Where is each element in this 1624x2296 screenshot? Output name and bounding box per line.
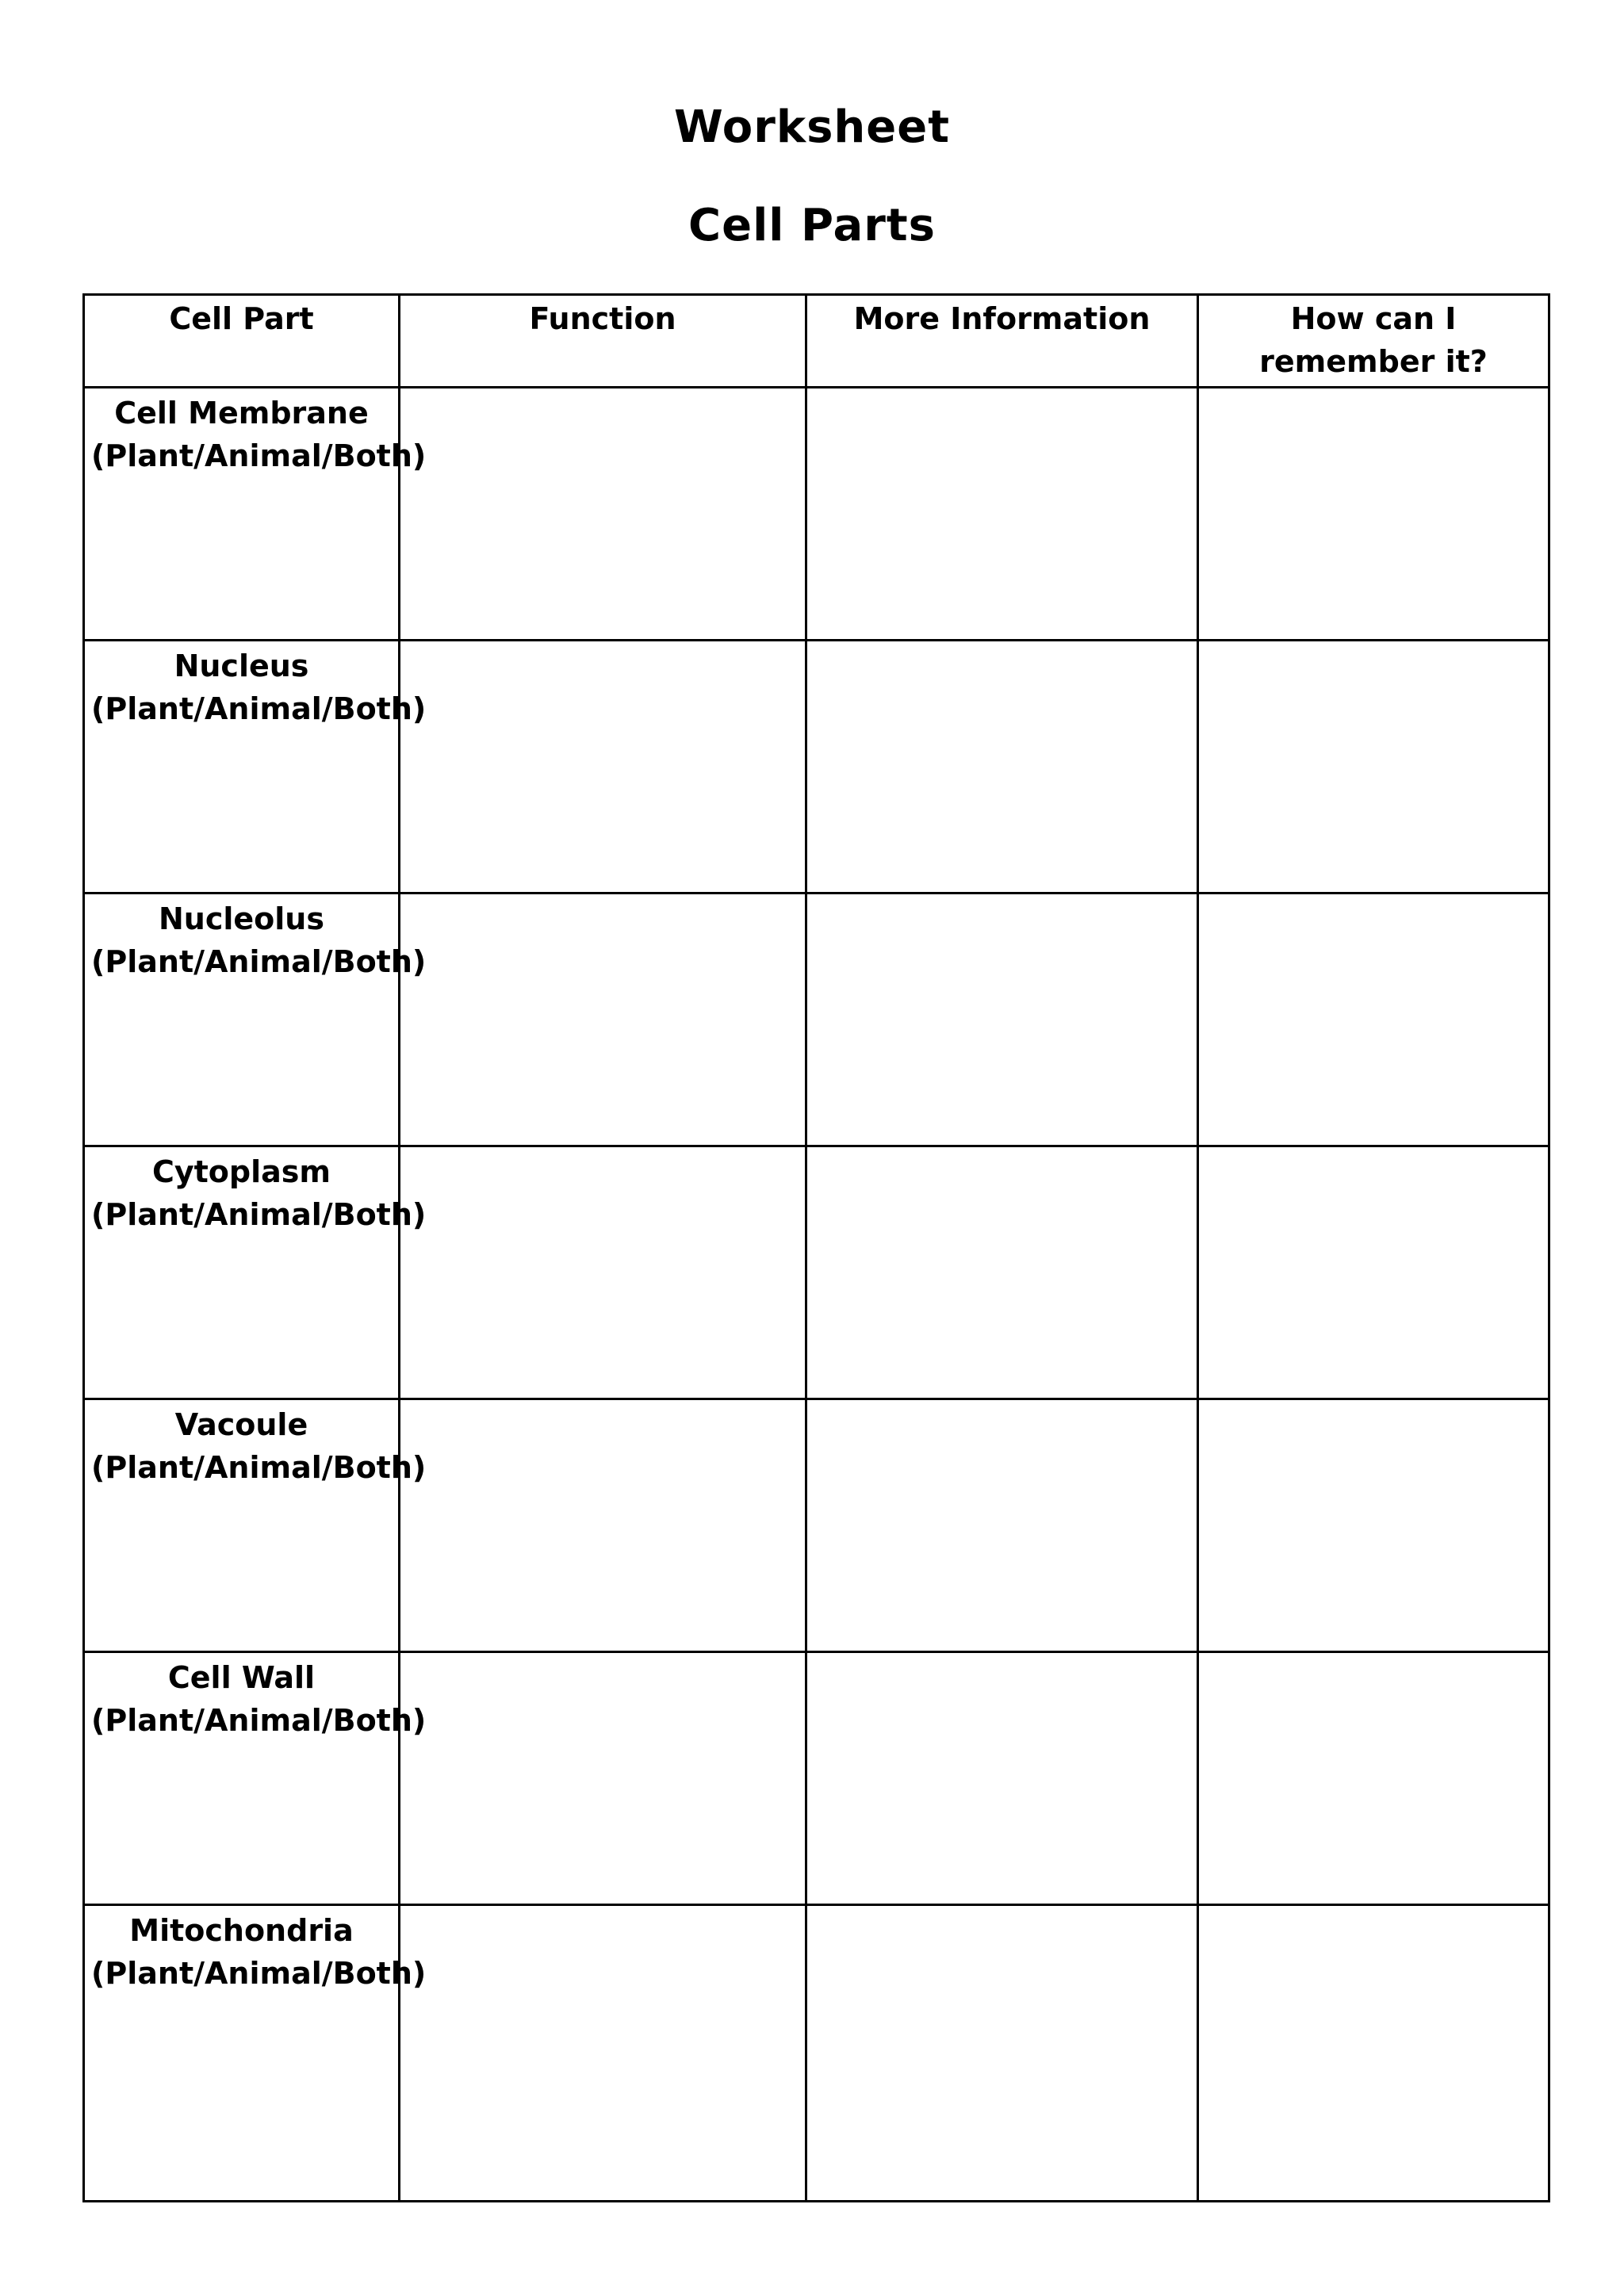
table-header-row bbox=[84, 295, 1549, 388]
table-row bbox=[84, 1146, 1549, 1399]
header-cell-part: Cell Part bbox=[84, 295, 400, 388]
more-information-answer-cell[interactable] bbox=[806, 1905, 1198, 2202]
cell-part-label bbox=[84, 1146, 427, 1399]
remember-answer-cell[interactable] bbox=[1198, 1652, 1549, 1905]
cell-part-name: Cell Wall bbox=[167, 1660, 316, 1695]
remember-answer-cell[interactable] bbox=[1198, 1146, 1549, 1399]
header-how-remember: How can I remember it? bbox=[1198, 295, 1549, 388]
cell-part-name: Nucleolus bbox=[159, 901, 324, 936]
cell-part-name: Vacoule bbox=[174, 1407, 308, 1442]
header-more-information: More Information bbox=[806, 295, 1198, 388]
cell-part-label bbox=[84, 1399, 427, 1652]
cell-parts-table bbox=[82, 293, 1550, 2202]
table-row bbox=[84, 1905, 1549, 2202]
remember-answer-cell[interactable] bbox=[1198, 894, 1549, 1146]
cell-part-label bbox=[84, 1652, 427, 1905]
worksheet-title: Worksheet bbox=[673, 101, 951, 153]
remember-answer-cell[interactable] bbox=[1198, 641, 1549, 894]
function-answer-cell[interactable] bbox=[400, 1146, 806, 1399]
cell-part-type: (Plant/Animal/Both) bbox=[91, 438, 427, 473]
function-answer-cell[interactable] bbox=[400, 894, 806, 1146]
cell-part-type: (Plant/Animal/Both) bbox=[91, 1956, 427, 1991]
cell-part-label bbox=[84, 1905, 427, 2202]
cell-part-name: Nucleus bbox=[174, 649, 309, 683]
cell-part-name: Mitochondria bbox=[129, 1913, 354, 1948]
function-answer-cell[interactable] bbox=[400, 641, 806, 894]
table-row bbox=[84, 641, 1549, 894]
more-information-answer-cell[interactable] bbox=[806, 1652, 1198, 1905]
more-information-answer-cell[interactable] bbox=[806, 1399, 1198, 1652]
more-information-answer-cell[interactable] bbox=[806, 894, 1198, 1146]
cell-part-type: (Plant/Animal/Both) bbox=[91, 1197, 427, 1232]
remember-answer-cell[interactable] bbox=[1198, 388, 1549, 641]
function-answer-cell[interactable] bbox=[400, 1652, 806, 1905]
table-row bbox=[84, 388, 1549, 641]
remember-answer-cell[interactable] bbox=[1198, 1399, 1549, 1652]
cell-part-label bbox=[84, 388, 427, 641]
function-answer-cell[interactable] bbox=[400, 1905, 806, 2202]
function-answer-cell[interactable] bbox=[400, 388, 806, 641]
header-function: Function bbox=[400, 295, 806, 388]
cell-part-name: Cell Membrane bbox=[114, 396, 369, 430]
more-information-answer-cell[interactable] bbox=[806, 388, 1198, 641]
more-information-answer-cell[interactable] bbox=[806, 641, 1198, 894]
cell-part-type: (Plant/Animal/Both) bbox=[91, 691, 427, 726]
cell-part-type: (Plant/Animal/Both) bbox=[91, 1703, 427, 1738]
table-row bbox=[84, 1399, 1549, 1652]
cell-part-type: (Plant/Animal/Both) bbox=[91, 944, 427, 979]
table-row bbox=[84, 1652, 1549, 1905]
cell-part-label bbox=[84, 641, 427, 894]
table-row bbox=[84, 894, 1549, 1146]
remember-answer-cell[interactable] bbox=[1198, 1905, 1549, 2202]
worksheet-subtitle: Cell Parts bbox=[688, 200, 936, 251]
cell-part-name: Cytoplasm bbox=[151, 1154, 331, 1189]
cell-part-type: (Plant/Animal/Both) bbox=[91, 1450, 427, 1485]
more-information-answer-cell[interactable] bbox=[806, 1146, 1198, 1399]
cell-part-label bbox=[84, 894, 427, 1146]
function-answer-cell[interactable] bbox=[400, 1399, 806, 1652]
